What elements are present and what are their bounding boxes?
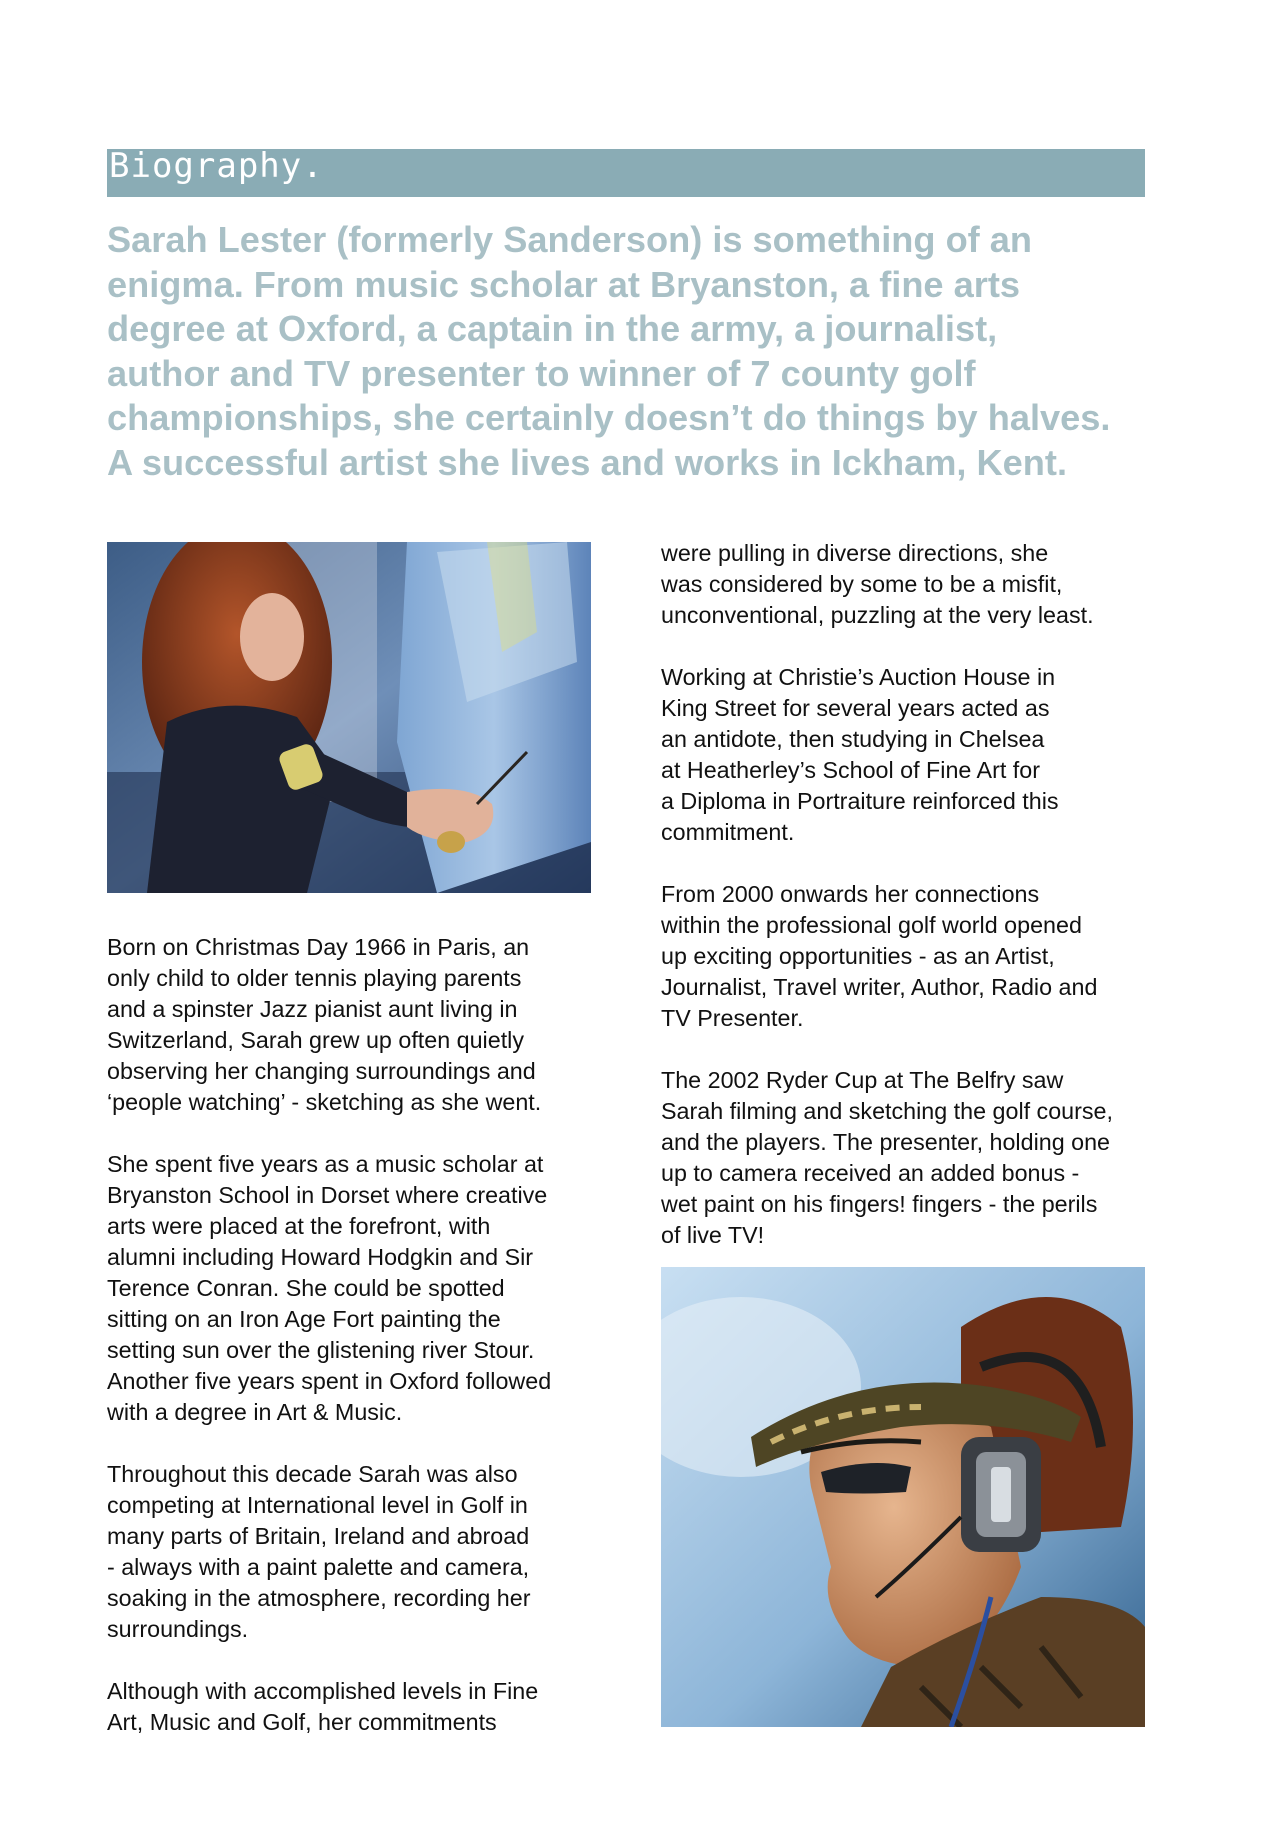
text-line: were pulling in diverse directions, she — [661, 540, 1049, 566]
text-line: arts were placed at the forefront, with — [107, 1213, 491, 1239]
presenter-headset-photo — [661, 1267, 1145, 1727]
text-line: soaking in the atmosphere, recording her — [107, 1585, 531, 1611]
text-line: at Heatherley’s School of Fine Art for — [661, 757, 1040, 783]
text-line: TV Presenter. — [661, 1005, 804, 1031]
text-line: Although with accomplished levels in Fine — [107, 1678, 539, 1704]
text-line: and a spinster Jazz pianist aunt living in — [107, 996, 518, 1022]
text-line: Another five years spent in Oxford followed — [107, 1368, 552, 1394]
text-line: Born on Christmas Day 1966 in Paris, an — [107, 934, 530, 960]
text-line: King Street for several years acted as — [661, 695, 1050, 721]
intro-line: enigma. From music scholar at Bryanston, a fine arts — [107, 263, 1020, 305]
text-line: many parts of Britain, Ireland and abroad — [107, 1523, 530, 1549]
intro-line: championships, she certainly doesn’t do things by halves. — [107, 397, 1111, 438]
text-line: sitting on an Iron Age Fort painting the — [107, 1306, 501, 1332]
text-line: a Diploma in Portraiture reinforced this — [661, 788, 1059, 814]
text-line: up exciting opportunities - as an Artist, — [661, 943, 1055, 969]
text-line: Working at Christie’s Auction House in — [661, 664, 1056, 690]
text-line: with a degree in Art & Music. — [107, 1399, 403, 1425]
text-line: only child to older tennis playing parents — [107, 965, 522, 991]
text-line: Art, Music and Golf, her commitments — [107, 1709, 497, 1735]
text-line: of live TV! — [661, 1222, 765, 1248]
artist-painting-photo — [107, 542, 591, 893]
body-paragraph — [661, 879, 1181, 1034]
text-line: Switzerland, Sarah grew up often quietly — [107, 1027, 524, 1053]
text-line: The 2002 Ryder Cup at The Belfry saw — [661, 1067, 1064, 1093]
text-line: surroundings. — [107, 1616, 249, 1642]
text-line: competing at International level in Golf in — [107, 1492, 528, 1518]
text-line: ‘people watching’ - sketching as she went. — [107, 1089, 542, 1115]
text-line: unconventional, puzzling at the very least. — [661, 602, 1094, 628]
text-line: wet paint on his fingers! fingers - the perils — [661, 1191, 1098, 1217]
text-line: commitment. — [661, 819, 795, 845]
intro-line: Sarah Lester (formerly Sanderson) is something of an — [107, 219, 1033, 260]
text-line: up to camera received an added bonus - — [661, 1160, 1080, 1186]
body-paragraph — [661, 1065, 1181, 1251]
right-text-column — [661, 538, 1181, 1282]
body-paragraph — [661, 538, 1181, 631]
text-line: alumni including Howard Hodgkin and Sir — [107, 1244, 534, 1270]
text-line: Journalist, Travel writer, Author, Radio and — [661, 974, 1098, 1000]
text-line: Terence Conran. She could be spotted — [107, 1275, 505, 1301]
text-line: was considered by some to be a misfit, — [661, 571, 1063, 597]
intro-line: degree at Oxford, a captain in the army, a journalist, — [107, 308, 998, 349]
text-line: setting sun over the glistening river Stour. — [107, 1337, 535, 1363]
intro-line: author and TV presenter to winner of 7 county golf — [107, 352, 976, 394]
text-line: within the professional golf world opened — [661, 912, 1082, 938]
body-paragraph — [107, 932, 607, 1118]
text-line: and the players. The presenter, holding one — [661, 1129, 1110, 1155]
text-line: observing her changing surroundings and — [107, 1058, 536, 1084]
section-header-bar — [107, 146, 1145, 197]
text-line: an antidote, then studying in Chelsea — [661, 726, 1045, 752]
body-paragraph — [107, 1459, 607, 1645]
text-line: - always with a paint palette and camera, — [107, 1554, 530, 1580]
text-line: Bryanston School in Dorset where creative — [107, 1182, 548, 1208]
body-paragraph — [107, 1149, 607, 1428]
body-paragraph — [107, 1676, 607, 1738]
text-line: Sarah filming and sketching the golf course, — [661, 1098, 1113, 1124]
text-line: She spent five years as a music scholar at — [107, 1151, 544, 1177]
left-text-column — [107, 932, 607, 1769]
intro-line: A successful artist she lives and works in Ickham, Kent. — [107, 441, 1067, 483]
body-paragraph — [661, 662, 1181, 848]
text-line: Throughout this decade Sarah was also — [107, 1461, 518, 1487]
intro-paragraph — [107, 218, 1187, 485]
section-title: Biography. — [109, 146, 324, 186]
text-line: From 2000 onwards her connections — [661, 881, 1040, 907]
